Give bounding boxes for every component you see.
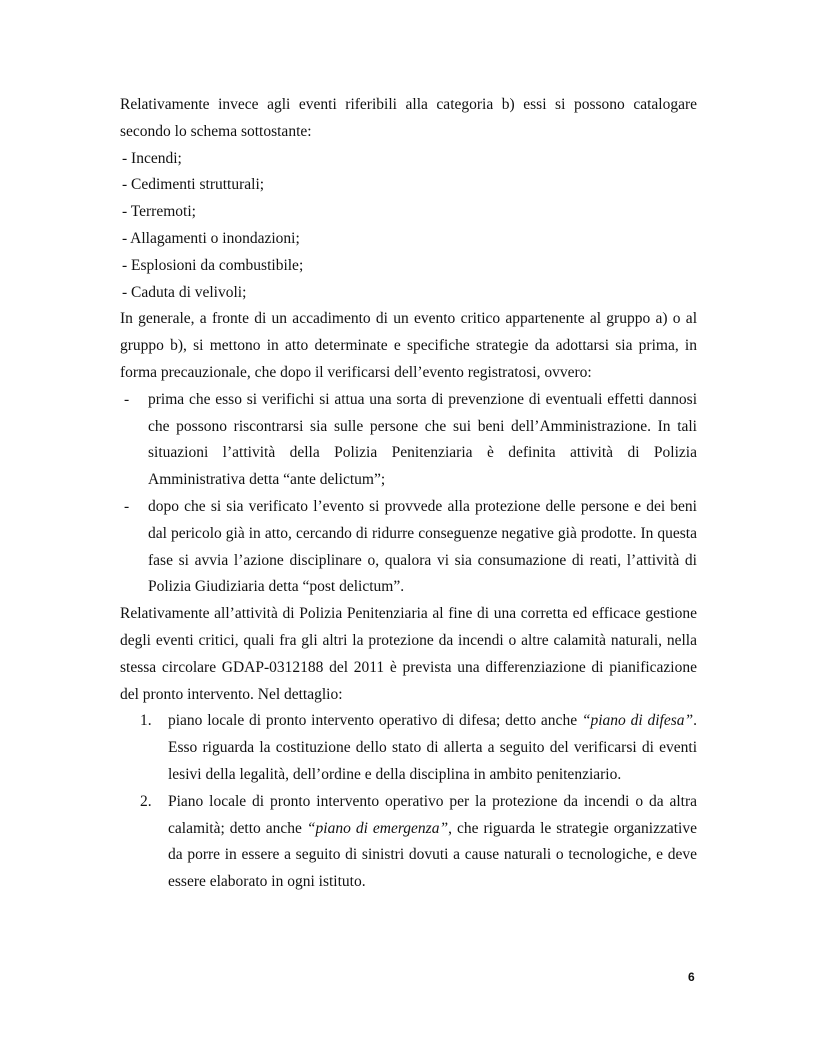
event-item: - Terremoti; bbox=[122, 203, 196, 221]
plan-item-emergency bbox=[120, 789, 697, 896]
event-item: - Esplosioni da combustibile; bbox=[122, 256, 304, 274]
plan-lead: Piano locale di pronto intervento operativo per la protezione da incendi o da altra calamità; detto anche bbox=[168, 792, 697, 837]
phase-text: prima che esso si verifichi si attua una sorta di prevenzione di eventuali effetti dannosi che possono riscontrarsi sia sulle persone che sui beni dell’Amministrazione. In tali situazioni l’attività della Polizia Penitenziaria è definita attività di Polizia Amministrativa detta “ante delictum”; bbox=[148, 390, 697, 489]
event-item: - Caduta di velivoli; bbox=[122, 283, 247, 301]
plan-italic-title: “piano di emergenza” bbox=[306, 819, 449, 837]
phase-item-before bbox=[120, 387, 697, 494]
plan-lead: piano locale di pronto intervento operativo di difesa; detto anche bbox=[168, 712, 582, 730]
dash-marker: - bbox=[124, 390, 130, 408]
phase-list bbox=[120, 387, 697, 601]
plan-number: 1. bbox=[140, 712, 152, 730]
plan-list bbox=[120, 708, 697, 896]
document-body bbox=[120, 92, 697, 896]
page-number: 6 bbox=[688, 970, 695, 984]
activity-paragraph: Relativamente all’attività di Polizia Penitenziaria al fine di una corretta ed efficace gestione degli eventi critici, quali fra gli altri la protezione da incendi o altre calamità naturali, nella stessa circolare GDAP-0312188 del 2011 è prevista una differenziazione di pianificazione del pronto intervento. Nel dettaglio: bbox=[120, 605, 697, 703]
event-item: - Cedimenti strutturali; bbox=[122, 176, 265, 194]
plan-item-defense bbox=[120, 708, 697, 788]
plan-number: 2. bbox=[140, 792, 152, 810]
event-list bbox=[120, 146, 697, 307]
intro-paragraph: Relativamente invece agli eventi riferibili alla categoria b) essi si possono catalogare secondo lo schema sottostante: bbox=[120, 96, 697, 140]
dash-marker: - bbox=[124, 497, 130, 515]
plan-italic-title: “piano di difesa” bbox=[581, 712, 694, 730]
plan-tail: , che riguarda le strategie organizzative da porre in essere a seguito di sinistri dovuti a cause naturali o tecnologiche, e deve essere elaborato in ogni istituto. bbox=[168, 819, 697, 891]
plan-tail: . Esso riguarda la costituzione dello stato di allerta a seguito del verificarsi di eventi lesivi della legalità, dell’ordine e della disciplina in ambito penitenziario. bbox=[168, 712, 697, 783]
event-item: - Allagamenti o inondazioni; bbox=[122, 229, 300, 247]
phase-item-after bbox=[120, 494, 697, 601]
phase-text: dopo che si sia verificato l’evento si provvede alla protezione delle persone e dei beni dal pericolo già in atto, cercando di ridurre conseguenze negative già prodotte. In questa fase si avvia l’azione disciplinare o, qualora vi sia consumazione di reati, l’attività di Polizia Giudiziaria detta “post delictum”. bbox=[148, 497, 697, 596]
event-item: - Incendi; bbox=[122, 149, 182, 167]
general-paragraph: In generale, a fronte di un accadimento di un evento critico appartenente al gruppo a) o al gruppo b), si mettono in atto determinate e specifiche strategie da adottarsi sia prima, in forma precauzionale, che dopo il verificarsi dell’evento registratosi, ovvero: bbox=[120, 310, 697, 381]
